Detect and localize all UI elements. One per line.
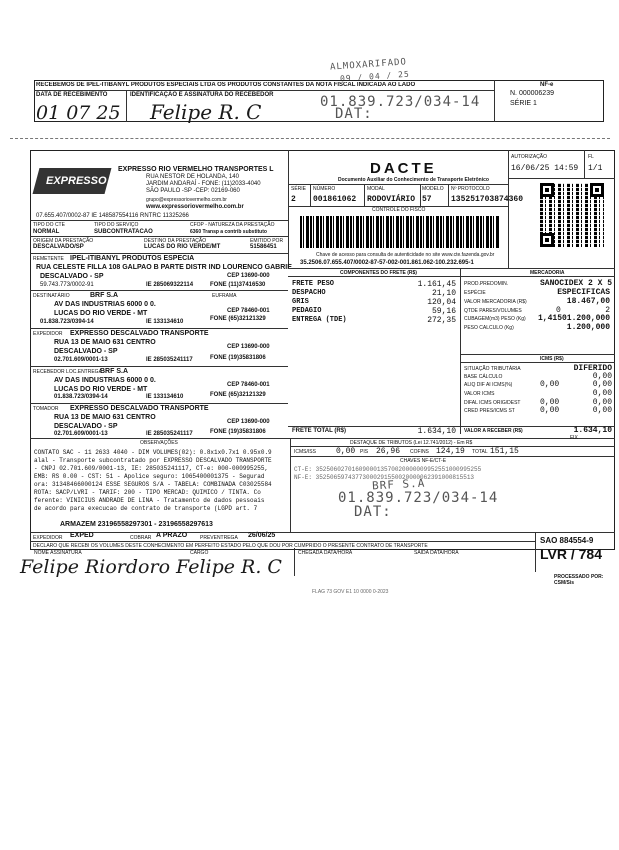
cubagem-label: CUBAGEM(m3) PESO (Kg): [464, 316, 526, 322]
obs-label: OBSERVAÇÕES: [140, 440, 178, 446]
frete-row: [292, 316, 456, 325]
emitter-addr1: RUA NESTOR DE HOLANDA, 140: [146, 174, 239, 180]
origem: DESCALVADO/SP: [33, 244, 84, 250]
saida-label: SAÍDA DATA/HORA: [414, 550, 459, 556]
receber-value: 1.634,10: [573, 426, 612, 435]
processado: PROCESSADO POR: CSM/Sis: [554, 574, 604, 586]
almoxarifado-stamp: ALMOXARIFADO: [329, 57, 408, 73]
recebedor-end: AV DAS INDUSTRIAS 6000 0 0.: [54, 377, 156, 384]
valor-icms: 0,00: [592, 389, 612, 398]
recebedor-mun: LUCAS DO RIO VERDE - MT: [54, 386, 148, 393]
destino: LUCAS DO RIO VERDE/MT: [144, 244, 221, 250]
tributo-total: 151,15: [490, 447, 519, 456]
expedidor-fone: FONE (19)35831806: [210, 355, 266, 361]
dacte-subtitle: Documento Auxiliar do Conhecimento de Transporte Eletrônico: [338, 177, 489, 183]
fl-value: 1/1: [588, 164, 603, 173]
expedidor-cep: CEP 13690-000: [227, 344, 270, 350]
peso-calc-value: 1.200,000: [566, 323, 610, 332]
especie-label: ESPÉCIE: [464, 290, 486, 296]
destinatario-name: BRF S.A: [90, 292, 118, 299]
previsao-value: 26/06/25: [248, 532, 276, 539]
remetente-mun: DESCALVADO - SP: [40, 273, 104, 280]
tributo-pis-label: PIS: [360, 449, 369, 455]
cfop-label: CFOP - NATUREZA DA PRESTAÇÃO: [190, 222, 275, 228]
receipt-date-label: DATA DE RECEBIMENTO: [36, 92, 108, 98]
tipo-servico-label: TIPO DO SERVIÇO: [94, 222, 139, 228]
remetente-fone: FONE (11)37416530: [210, 282, 266, 288]
chave-value: 35.2506.07.655.407/0002-87-57-002-001.861.062-100.232.695-1: [300, 260, 474, 266]
obs-stamp-brf: BRF S.A: [371, 476, 426, 493]
chave-cte: CT-E: 3525060270160900013570020000009952551000995255: [294, 466, 482, 473]
tomador-name: EXPRESSO DESCALVADO TRANSPORTE: [70, 405, 209, 412]
valor-mercadoria: 18.467,00: [566, 297, 610, 306]
obs-line: alal - Transporte subcontratado por EXPRESSO DESCALVADO TRANSPORTE: [34, 457, 272, 464]
sao-code: SAO 884554-9: [540, 536, 594, 545]
obs-line: ferente: VINICIUS ANDRADE DE LINA - Tratamento de dados pessoais: [34, 497, 265, 504]
tomador-mun: DESCALVADO - SP: [54, 423, 118, 430]
cred-value: 0,00: [540, 406, 560, 415]
receber-label: VALOR A RECEBER (R$): [464, 428, 523, 434]
situacao-value: DIFERIDO: [573, 364, 612, 373]
destinatario-ie: IE 133134610: [146, 319, 184, 325]
obs-line: ora: 31348466000124 ESSE SEGUROS S/A - TABELA: COMBINADA C03025584: [34, 481, 272, 488]
chegada-label: CHEGADA DATA/HORA: [298, 550, 353, 556]
armazem: ARMAZEM 23196558297301 - 23196558297613: [60, 521, 213, 528]
emitter-logo: EXPRESSO: [46, 175, 107, 187]
obs-stamp-cnpj: 01.839.723/034-14: [338, 490, 499, 506]
frete-row-label: FRETE PESO: [292, 280, 335, 288]
tomador-cnpj: 02.701.609/0001-13: [54, 431, 108, 437]
difal-orig: 0,00: [540, 398, 560, 407]
frete-total-label: FRETE TOTAL (R$): [292, 428, 346, 434]
origem-label: ORIGEM DA PRESTAÇÃO: [33, 238, 94, 244]
qtde-pares: 0: [556, 306, 561, 315]
destino-label: DESTINO DA PRESTAÇÃO: [144, 238, 207, 244]
serie-label: SÉRIE: [291, 186, 307, 192]
nome-label: NOME ASSINATURA: [34, 550, 82, 556]
remetente-ie: IE 285069322114: [146, 282, 194, 288]
remetente-label: REMETENTE: [33, 256, 64, 262]
nfe-serie: SÉRIE 1: [510, 100, 537, 107]
especie-value: ESPECIFICAS: [557, 288, 610, 297]
emitter-cnpj-ie: 07.655.407/0002-87 IE 148587554116 RNTRC 11325266: [36, 213, 189, 219]
recebedor-fone: FONE (65)32121329: [210, 392, 266, 398]
frete-row-value: 120,04: [427, 298, 456, 307]
tributo-cofins-label: COFINS: [410, 449, 429, 455]
cred-label: CRED PRES/ICMS ST: [464, 408, 515, 414]
valor-icms-label: VALOR ICMS: [464, 391, 495, 397]
expedidor-footer: EXPED: [70, 532, 94, 539]
frete-row: [292, 280, 456, 289]
frete-header: COMPONENTES DO FRETE (R$): [340, 270, 417, 276]
expedidor-mun: DESCALVADO - SP: [54, 348, 118, 355]
aliq-value-2: 0,00: [592, 380, 612, 389]
chaves-label: CHAVES NF-E/CT-E: [400, 458, 447, 464]
base-label: BASE CÁLCULO: [464, 374, 503, 380]
prod-value: SANOCIDEX 2 X 5: [540, 279, 613, 288]
emitter-email: grupo@expressoriovermelho.com.br: [146, 197, 227, 203]
emitido: 51586451: [250, 244, 277, 250]
tributos-label: DESTAQUE DE TRIBUTOS (Lei 12.741/2012) - Em R$: [350, 440, 473, 446]
difal-label: DIFAL ICMS ORIG/DEST: [464, 400, 521, 406]
qtde-volumes: 2: [605, 306, 610, 315]
emitter-site: www.expressoriovermelho.com.br: [146, 204, 244, 210]
recebedor-label: RECEBEDOR LOC.ENTREGA: [33, 369, 102, 375]
frete-row-value: 1.161,45: [417, 280, 456, 289]
footer-signature: Felipe Riordoro Felipe R. C: [20, 556, 282, 578]
previsao-label: PREVENTREGA: [200, 535, 238, 541]
obs-stamp-dat: DAT:: [354, 504, 392, 520]
frete-row-label: GRIS: [292, 298, 309, 306]
tomador-end: RUA 13 DE MAIO 631 CENTRO: [54, 414, 156, 421]
tributo-icms-label: ICMS/ISS: [294, 449, 316, 455]
chave-nfe: NF-E: 35250659743773000291550020000062391000815513: [294, 474, 475, 481]
recebedor-ie: IE 133134610: [146, 394, 184, 400]
qtde-label: QTDE PARES/VOLUMES: [464, 308, 522, 314]
chave-label: Chave de acesso para consulta de autenticidade no site www.cte.fazenda.gov.br: [316, 252, 495, 258]
cobrar-label: COBRAR: [130, 535, 152, 541]
receipt-stamp-dat: DAT:: [335, 106, 373, 122]
tomador-fone: FONE (19)35831806: [210, 429, 266, 435]
autorizacao-label: AUTORIZAÇÃO: [511, 154, 548, 160]
nfe-number: N. 000006239: [510, 90, 554, 97]
qr-code: [540, 183, 604, 247]
tributo-cofins: 124,19: [436, 447, 465, 456]
frete-row: [292, 289, 456, 298]
expedidor-cnpj: 02.701.609/0001-13: [54, 357, 108, 363]
emitter-addr2: JARDIM ANDARAÍ - FONE: (11)2033-4040: [146, 181, 261, 187]
almoxarifado-stamp-date: 09 / 04 / 25: [339, 69, 411, 84]
remetente-name: IPEL-ITIBANYL PRODUTOS ESPECIA: [70, 255, 195, 262]
frete-row-label: DESPACHO: [292, 289, 326, 297]
cubagem-value: 1,4150: [538, 314, 567, 323]
tomador-cep: CEP 13690-000: [227, 419, 270, 425]
modal-value: RODOVIÁRIO: [367, 195, 416, 204]
frete-row: [292, 307, 456, 316]
remetente-end: RUA CELESTE FILLA 108 GALPAO B PARTE DISTR IND LOURENCO GABRIE: [36, 264, 292, 271]
frete-row-label: PEDAGIO: [292, 307, 322, 315]
frete-row-value: 59,16: [431, 307, 456, 316]
cut-line: [10, 138, 610, 139]
receipt-date-value: 01 07 25: [36, 102, 121, 124]
frete-row-value: 272,35: [427, 316, 456, 325]
destinatario-cep: CEP 78460-001: [227, 308, 270, 314]
valor-mercadoria-label: VALOR MERCADORIA (R$): [464, 299, 527, 305]
expedidor-end: RUA 13 DE MAIO 631 CENTRO: [54, 339, 156, 346]
expedidor-label: EXPEDIDOR: [33, 331, 63, 337]
destinatario-pais: EUFRAMA: [212, 293, 237, 299]
numero-value: 001861062: [313, 195, 357, 204]
protocolo-label: Nº PROTOCOLO: [451, 186, 490, 192]
obs-line: - CNPJ 02.701.609/0001-13, IE: 285035241117, CT-e: 000-000995255,: [34, 465, 269, 472]
protocolo-value: 135251703874360: [451, 195, 524, 204]
controle-fisco-label: CONTROLE DO FISCO: [372, 207, 426, 213]
receipt-stamp-cnpj: 01.839.723/034-14: [320, 94, 481, 110]
modelo-label: MODELO: [422, 186, 444, 192]
aliq-label: ALIQ DIF AI ICMS(%): [464, 382, 513, 388]
difal-dest: 0,00: [592, 398, 612, 407]
peso-calc-label: PESO CALCULO (Kg): [464, 325, 514, 331]
tomador-ie: IE 285035241117: [146, 431, 193, 437]
base-value: 0,00: [592, 372, 612, 381]
expedidor-name: EXPRESSO DESCALVADO TRANSPORTE: [70, 330, 209, 337]
tomador-label: TOMADOR: [33, 406, 59, 412]
cargo-label: CARGO: [190, 550, 209, 556]
frete-row: [292, 298, 456, 307]
receipt-signature: Felipe R. C: [150, 100, 262, 124]
tributo-pis: 26,96: [376, 447, 401, 456]
nfe-label: NF-e: [540, 82, 554, 88]
cfop: 6360 Transp a contrib substituto: [190, 229, 267, 235]
expedidor-ie: IE 285035241117: [146, 357, 193, 363]
receipt-signature-label: IDENTIFICAÇÃO E ASSINATURA DO RECEBEDOR: [130, 92, 274, 98]
dacte-title: DACTE: [370, 160, 437, 177]
icms-header: ICMS (R$): [540, 356, 564, 362]
tributo-icms: 0,00: [336, 447, 356, 456]
lvr-code: LVR / 784: [540, 546, 602, 562]
frete-rows: [292, 280, 456, 325]
destinatario-cnpj: 01.838.723/0394-14: [40, 319, 94, 325]
prod-label: PROD.PREDOMIN.: [464, 281, 509, 287]
tipo-cte-label: TIPO DO CTE: [33, 222, 65, 228]
mercadoria-header: MERCADORIA: [530, 270, 565, 276]
peso-value: 1.200,000: [566, 314, 610, 323]
destinatario-end: AV DAS INDUSTRIAS 6000 0 0.: [54, 301, 156, 308]
expedidor-footer-label: EXPEDIDOR: [33, 535, 63, 541]
frete-row-label: ENTREGA (TDE): [292, 316, 347, 324]
situacao-label: SITUAÇÃO TRIBUTÁRIA: [464, 366, 521, 372]
recebedor-cnpj: 01.838.723/0394-14: [54, 394, 108, 400]
recebedor-cep: CEP 78460-001: [227, 382, 270, 388]
obs-line: EMB: RS 0.00 - CST: 51 - Apolice seguro: 1065400001375 - Segurad: [34, 473, 265, 480]
tipo-servico: SUBCONTRATACAO: [94, 229, 153, 235]
obs-line: de acordo para execucao de contrato de transporte (LGPD art. 7: [34, 505, 258, 512]
cred-value-2: 0,00: [592, 406, 612, 415]
destinatario-fone: FONE (65)32121329: [210, 316, 266, 322]
tributo-total-label: TOTAL: [472, 449, 488, 455]
emitter-addr3: SÃO PAULO -SP -CEP: 02169-060: [146, 188, 240, 194]
modelo-value: 57: [422, 195, 432, 204]
obs-line: ROTA: SACP/LVRI - TARIF: 200 - TIPO MERCAD: QUIMICO / TINTA. Co: [34, 489, 261, 496]
tipo-cte: NORMAL: [33, 229, 60, 235]
aliq-value: 0,00: [540, 380, 560, 389]
remetente-cnpj: 59.743.773/0002-91: [40, 282, 94, 288]
cte-barcode: [300, 216, 500, 248]
numero-label: NÚMERO: [313, 186, 336, 192]
cobrar-value: A PRAZO: [156, 532, 188, 539]
modal-label: MODAL: [367, 186, 385, 192]
bottom-code: FLAG 73 GOV E1 10 0000 0-2023: [312, 589, 389, 595]
receipt-text: RECEBEMOS DE IPEL-ITIBANYL PRODUTOS ESPECIAIS LTDA OS PRODUTOS CONSTANTES DA NOTA FISCAL INDICADA AO LADO: [36, 82, 416, 88]
declaro-text: DECLARO QUE RECEBI OS VOLUMES DESTE CONHECIMENTO EM PERFEITO ESTADO PELO QUE DOU POR CUMPRIDO O PRESENTE CONTRATO DE TRANSPORTE: [33, 543, 428, 549]
emitter-name: EXPRESSO RIO VERMELHO TRANSPORTES L: [118, 166, 274, 173]
autorizacao-value: 16/06/25 14:59: [511, 164, 579, 173]
destinatario-mun: LUCAS DO RIO VERDE - MT: [54, 310, 148, 317]
emitido-label: EMITIDO POR: [250, 238, 284, 244]
fl-label: FL: [588, 154, 594, 160]
obs-line: CONTATO SAC - 11 2633 4040 - DIM VOLUMES(02): 0.8x1x0.7x1 0.95x0.9: [34, 449, 272, 456]
frete-row-value: 21,10: [431, 289, 456, 298]
recebedor-name: BRF S.A: [100, 368, 128, 375]
serie-value: 2: [291, 195, 296, 204]
obs-lines: [34, 449, 290, 513]
fix-label: FIX: [570, 435, 578, 441]
destinatario-label: DESTINATÁRIO: [33, 293, 70, 299]
remetente-cep: CEP 13690-000: [227, 273, 270, 279]
frete-total: 1.634,10: [417, 427, 456, 436]
